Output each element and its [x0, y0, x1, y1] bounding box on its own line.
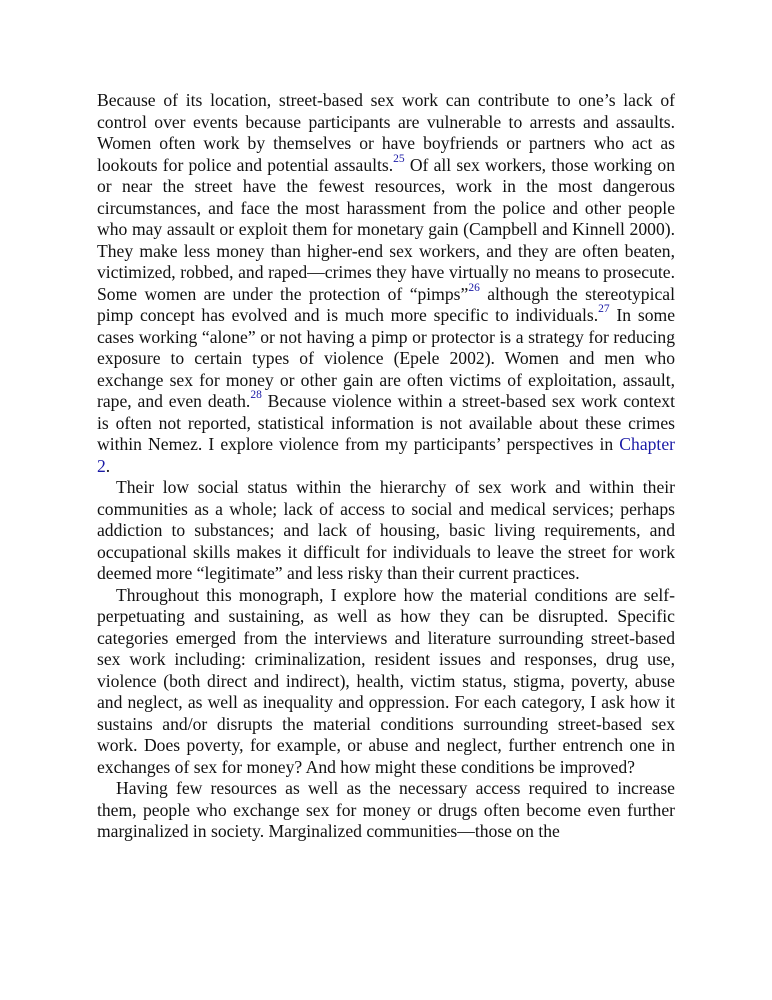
paragraph-3 [97, 585, 675, 779]
paragraph-text: Because of its location, street-based sex work can contribute to one’s lack of control over events because participants are vulnerable to arrests and assaults. Women often work by themselves or have boyfriends or partners who act as lookouts for police and potential assaults. [97, 90, 675, 175]
paragraph-text: Having few resources as well as the necessary access required to increase them, people who exchange sex for money or drugs often become even further marginalized in society. Marginalized communities—those on the [97, 778, 675, 841]
footnote-ref-28[interactable]: 28 [250, 389, 262, 401]
paragraph-text: Because violence within a street-based sex work context is often not reported, statistical information is not available about these crimes within Nemez. I explore violence from my participants’ perspectives in [97, 391, 675, 454]
paragraph-text: Of all sex workers, those working on or near the street have the fewest resources, work in the most dangerous circumstances, and face the most harassment from the police and other people who may assault or exploit them for monetary gain (Campbell and Kinnell 2000). They make less money than higher-end sex workers, and they are often beaten, victimized, robbed, and raped—crimes they have virtually no means to prosecute. Some women are under the protection of “pimps” [97, 154, 675, 304]
paragraph-text: Throughout this monograph, I explore how the material conditions are self-perpetuating and sustaining, as well as how they can be disrupted. Specific categories emerged from the interviews and literature surrounding street-based sex work including: criminalization, resident issues and responses, drug use, violence (both direct and indirect), health, victim status, stigma, poverty, abuse and neglect, as well as inequality and oppression. For each category, I ask how it sustains and/or disrupts the material conditions surrounding street-based sex work. Does poverty, for example, or abuse and neglect, further entrench one in exchanges of sex for money? And how might these conditions be improved? [97, 584, 675, 777]
footnote-ref-26[interactable]: 26 [468, 281, 480, 294]
paragraph-4 [97, 778, 675, 843]
document-page [97, 90, 675, 843]
footnote-ref-27[interactable]: 27 [598, 303, 610, 315]
paragraph-1 [97, 90, 675, 477]
paragraph-2 [97, 477, 675, 585]
paragraph-text: although the stereotypical pimp concept has evolved and is much more specific to individuals. [97, 283, 675, 325]
footnote-ref-25[interactable]: 25 [393, 152, 405, 165]
paragraph-text: Their low social status within the hierarchy of sex work and within their communities as a whole; lack of access to social and medical services; perhaps addiction to substances; and lack of housing, basic living requirements, and occupational skills makes it difficult for individuals to leave the street for work deemed more “legitimate” and less risky than their current practices. [97, 477, 675, 583]
paragraph-text: . [105, 455, 111, 476]
paragraph-text: In some cases working “alone” or not having a pimp or protector is a strategy for reducing exposure to certain types of violence (Epele 2002). Women and men who exchange sex for money or other gain are often victims of exploitation, assault, rape, and even death. [97, 305, 676, 411]
chapter-2-link[interactable]: Chapter 2 [97, 434, 675, 476]
